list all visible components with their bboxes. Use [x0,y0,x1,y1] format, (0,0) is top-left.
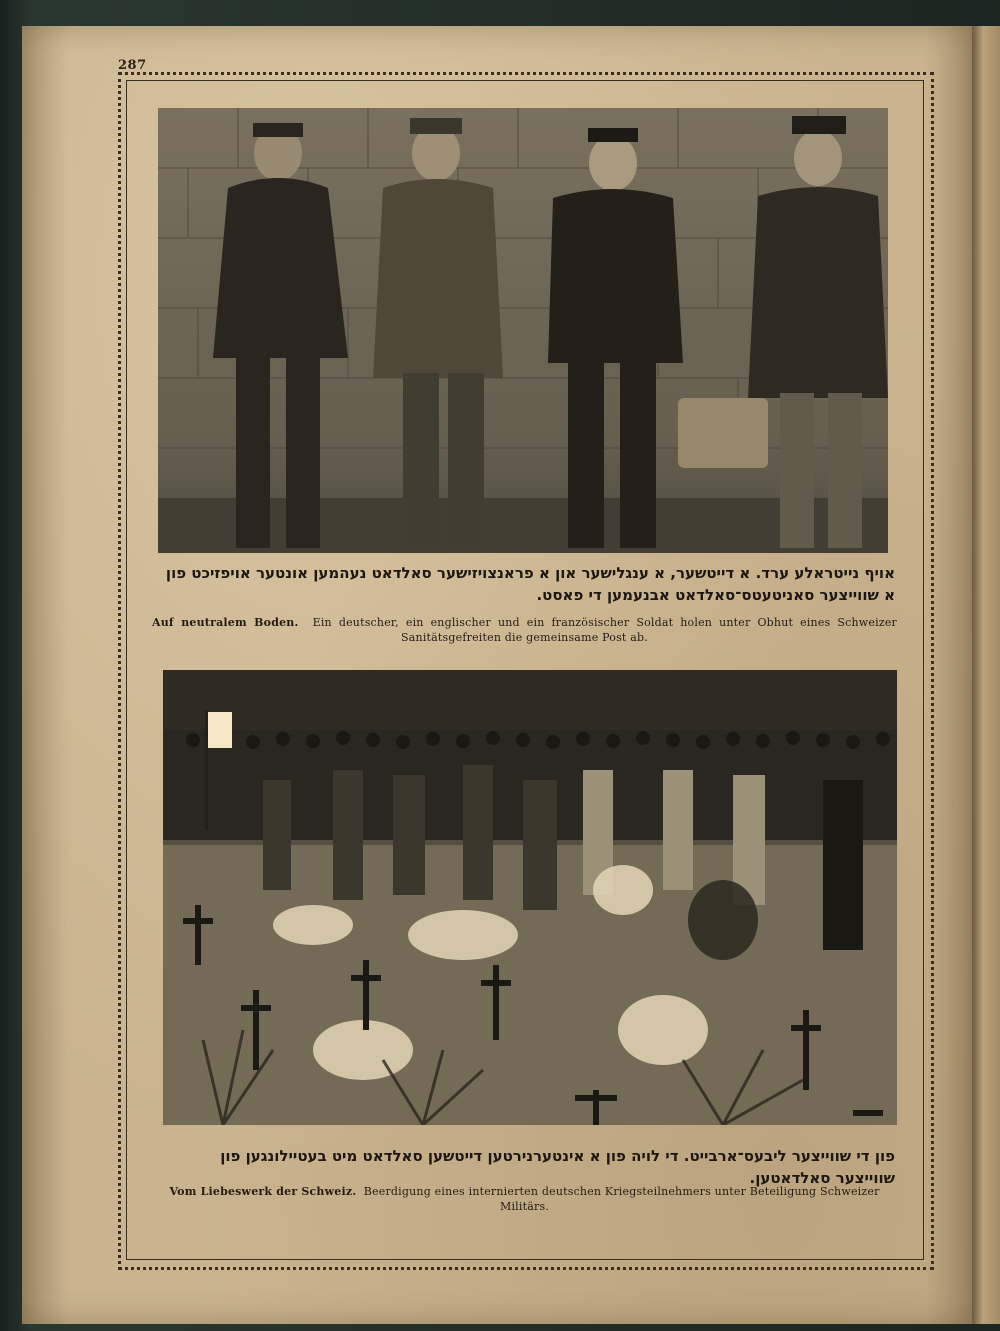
page-number: 287 [118,58,147,73]
photo-funeral [163,670,897,1125]
basket [678,398,768,468]
bottom-caption-german-body: Beerdigung eines internierten deutschen Kriegsteilnehmers unter Beteiligung Schweizer Militärs. [363,1185,880,1213]
bottom-caption-german [152,1184,897,1214]
top-caption-german-lead: Auf neutralem Boden. [152,616,299,629]
next-page-edge [972,26,1000,1324]
top-caption-german-body: Ein deutscher, ein englischer und ein französischer Soldat holen unter Obhut eines Schweizer Sanitätsgefreiten die gemeinsame Post ab. [312,616,898,644]
bottom-caption-german-lead: Vom Liebeswerk der Schweiz. [169,1185,357,1198]
photo-soldiers-post [158,108,888,553]
bottom-caption-yiddish: פון די שווייצער ליבעס־ארבייט. די לויה פון א אינטערנירטען דייטשען סאלדאט מיט בעטיילונגען פון שווייצער סאלדאטען. [220,1147,895,1187]
top-caption-german [152,615,897,645]
top-caption-yiddish: אויף נייטראלע ערד. א דייטשער, א ענגלישער און א פראנצויזישער סאלדאט נעהמען אונטער אויפזיכט פון א שווייצער סאניטעטס־סאלדאט אבנעמען די פאסט. [165,564,895,604]
